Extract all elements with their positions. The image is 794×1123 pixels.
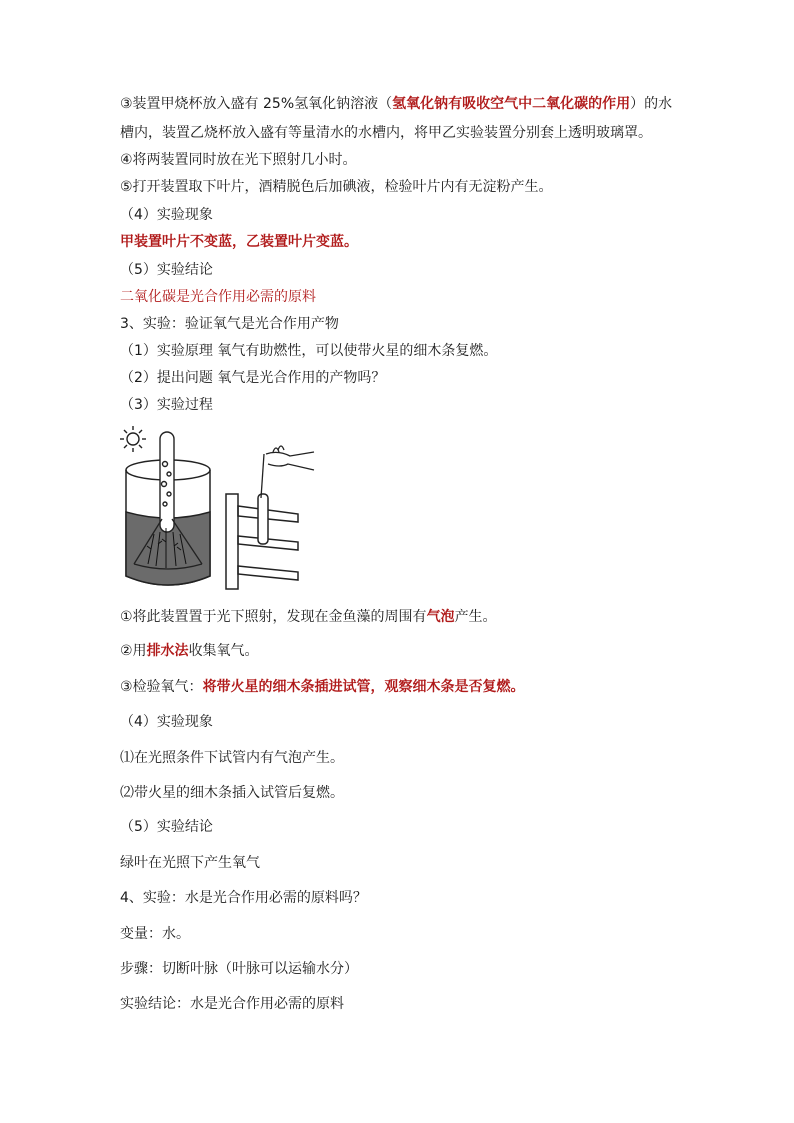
sun-icon: [120, 426, 146, 452]
test-tube-icon: [160, 432, 174, 532]
step3-text-b: ）的水: [630, 96, 673, 112]
step3-line2: 槽内，装置乙烧杯放入盛有等量清水的水槽内，将甲乙实验装置分别套上透明玻璃罩。: [120, 125, 652, 141]
water-method-highlight: 排水法: [146, 643, 189, 659]
test-tube-rack-icon: [226, 494, 298, 589]
exp3-process: （3）实验过程: [120, 397, 213, 413]
exp3-question: （2）提出问题 氧气是光合作用的产物吗？: [120, 370, 386, 386]
conclusion-heading: （5）实验结论: [120, 262, 213, 278]
test-oxygen-highlight: 将带火星的细木条插进试管，观察细木条是否复燃。: [202, 679, 525, 695]
exp3-step3: ③检验氧气：将带火星的细木条插进试管，观察细木条是否复燃。: [120, 679, 525, 695]
step4: ④将两装置同时放在光下照射几小时。: [120, 152, 357, 168]
exp3-phenomenon-1: ⑴在光照条件下试管内有气泡产生。: [120, 750, 344, 766]
exp4-conclusion: 实验结论：水是光合作用必需的原料: [120, 996, 344, 1012]
hand-splint-icon: [261, 446, 314, 498]
exp3-step1: ①将此装置置于光下照射，发现在金鱼藻的周围有气泡产生。: [120, 609, 497, 625]
conclusion-text: 二氧化碳是光合作用必需的原料: [120, 289, 316, 305]
exp3-step2: ②用排水法收集氧气。: [120, 643, 259, 659]
step3-line1: [120, 94, 672, 114]
exp3-phenomenon-heading: （4）实验现象: [120, 714, 213, 730]
exp3-phenomenon-2: ⑵带火星的细木条插入试管后复燃。: [120, 785, 344, 801]
phenomenon-text: 甲装置叶片不变蓝，乙装置叶片变蓝。: [120, 234, 358, 250]
phenomenon-heading: （4）实验现象: [120, 207, 213, 223]
exp4-title: 4、实验：水是光合作用必需的原料吗？: [120, 890, 367, 906]
step5: ⑤打开装置取下叶片，酒精脱色后加碘液，检验叶片内有无淀粉产生。: [120, 179, 553, 195]
exp3-title: 3、实验：验证氧气是光合作用产物: [120, 316, 339, 332]
bubbles-highlight: 气泡: [426, 609, 455, 625]
experiment-figure: [118, 424, 318, 594]
exp4-steps: 步骤：切断叶脉（叶脉可以运输水分）: [120, 961, 358, 977]
exp4-variable: 变量：水。: [120, 926, 190, 942]
exp3-conclusion-heading: （5）实验结论: [120, 819, 213, 835]
exp3-conclusion-text: 绿叶在光照下产生氧气: [120, 855, 260, 871]
step3-highlight: 氢氧化钠有吸收空气中二氧化碳的作用: [392, 96, 631, 112]
exp3-principle: （1）实验原理 氧气有助燃性，可以使带火星的细木条复燃。: [120, 343, 498, 359]
step3-text-a: ③装置甲烧杯放入盛有 25%氢氧化钠溶液（: [120, 96, 393, 112]
